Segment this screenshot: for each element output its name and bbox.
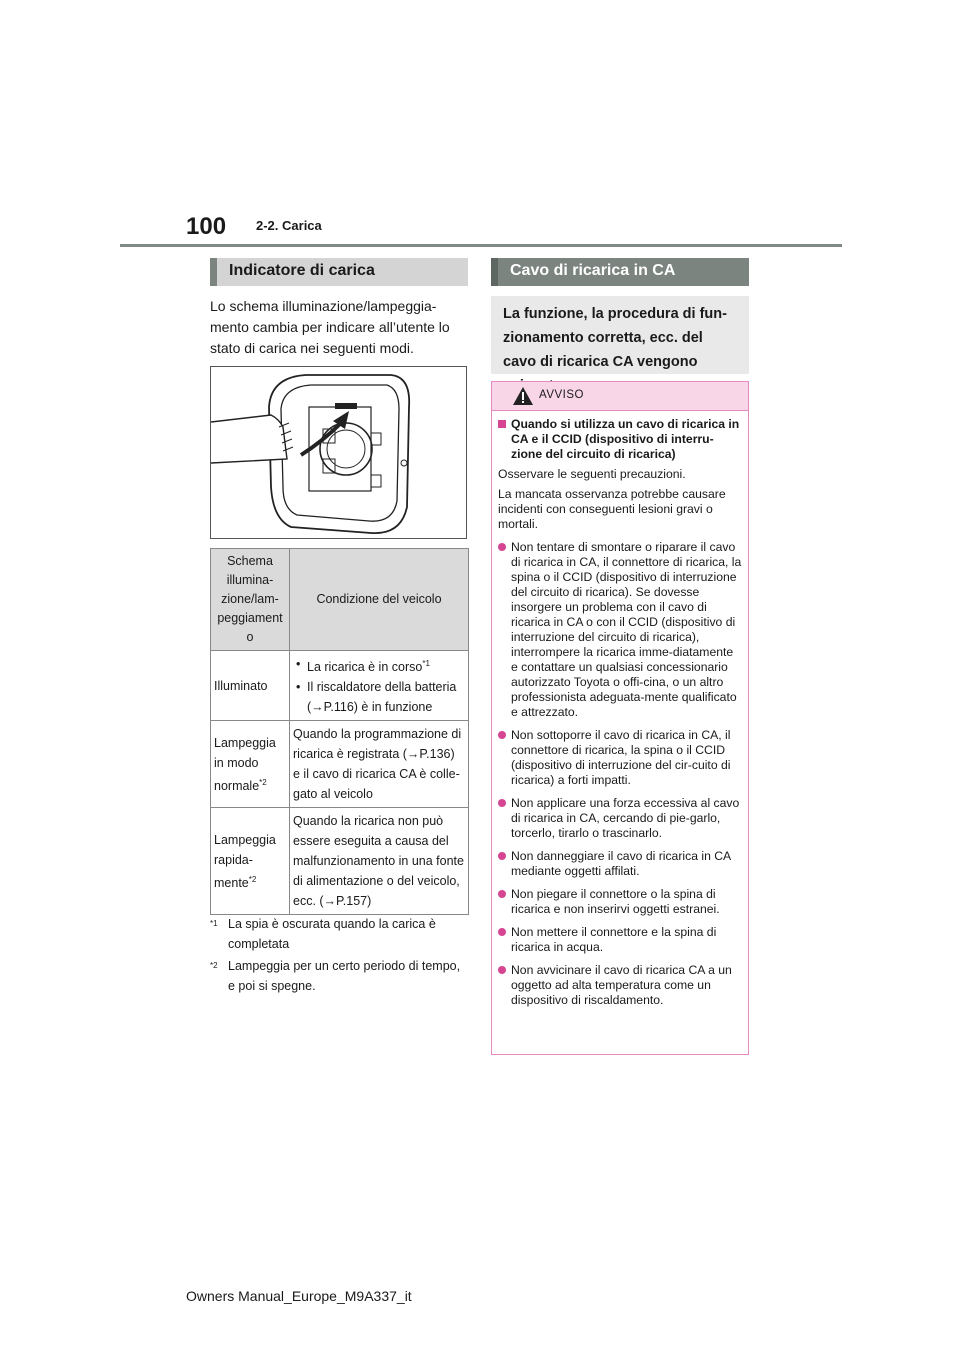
circle-bullet-icon	[498, 966, 506, 974]
section-heading-text: Indicatore di carica	[229, 262, 375, 279]
warning-box	[491, 381, 749, 1055]
circle-bullet-icon	[498, 890, 506, 898]
intro-paragraph: Lo schema illuminazione/lampeggia-mento cambia per indicare all’utente lo stato di carica nei seguenti modi.	[210, 298, 450, 356]
charging-port-drawing	[211, 367, 466, 538]
circle-bullet-icon	[498, 799, 506, 807]
footnote: *2 Lampeggia per un certo periodo di tempo, e poi si spegne.	[210, 959, 461, 993]
circle-bullet-icon	[498, 928, 506, 936]
square-bullet-icon	[498, 420, 506, 428]
circle-bullet-icon	[498, 543, 506, 551]
warning-paragraph: Osservare le seguenti precauzioni.	[498, 467, 686, 481]
warning-item: Non avvicinare il cavo di ricarica CA a un oggetto ad alta temperatura come un dispositivo di riscaldamento.	[498, 963, 742, 1008]
section-heading-text: Cavo di ricarica in CA	[510, 262, 676, 279]
footer-label: Owners Manual_Europe_M9A337_it	[186, 1288, 412, 1304]
circle-bullet-icon	[498, 852, 506, 860]
page-number: 100	[186, 213, 227, 240]
warning-title: AVVISO	[539, 389, 584, 401]
warning-paragraph: La mancata osservanza potrebbe causare incidenti con conseguenti lesioni gravi o mortali.	[498, 487, 726, 531]
table-row	[211, 808, 469, 915]
table-row	[211, 721, 469, 808]
section-label: 2-2. Carica	[256, 218, 322, 233]
section-heading-indicator	[210, 258, 468, 286]
condition-cell: Quando la programmazione di ricarica è registrata (→P.136) e il cavo di ricarica CA è colle-gato al veicolo	[290, 721, 469, 808]
summary-callout: La funzione, la procedura di fun-zionamento corretta, ecc. del cavo di ricarica CA vengono	[491, 296, 749, 374]
list-item: • La ricarica è in corso$^{*1}$	[307, 654, 465, 677]
list-item: • Il riscaldatore della batteria (→P.116) è in funzione	[307, 677, 465, 717]
condition-list	[293, 654, 465, 717]
column-header-pattern: Schema illumina-zione/lam-peggiament o	[211, 549, 290, 651]
table-header-row	[211, 549, 469, 651]
charging-port-illustration	[210, 366, 467, 539]
warning-subheading: Quando si utilizza un cavo di ricarica in CA e il CCID (dispositivo di interru-zione del circuito di ricarica)	[498, 417, 742, 462]
condition-cell	[290, 651, 469, 721]
mode-cell: Lampeggia in modo normale$^{*2}$	[211, 721, 290, 808]
section-heading-cable	[491, 258, 749, 286]
warning-item: Non piegare il connettore o la spina di ricarica e non inserirvi oggetti estranei.	[498, 887, 742, 917]
warning-item: Non sottoporre il cavo di ricarica in CA, il connettore di ricarica, la spina o il CCID (dispositivo di interruzione del cir-cuito di ricarica) a forti impatti.	[498, 728, 742, 788]
table-row	[211, 651, 469, 721]
mode-cell: Lampeggia rapida-mente$^{*2}$	[211, 808, 290, 915]
footnote: *1 La spia è oscurata quando la carica è completata	[210, 917, 436, 951]
warning-body	[492, 411, 748, 1008]
warning-item: Non tentare di smontare o riparare il cavo di ricarica in CA, il connettore di ricarica, la spina o il CCID (dispositivo di interruzione del circuito di ricarica). Se dovesse insorgere un problema con il cavo di ricarica in CA o con il CCID (dispositivo di interruzione del circuito di ricarica), interrompere la ricarica imme-diatamente e contattare un qualsiasi concessionario autorizzato Toyota o offi-cina, o un altro professionista adeguata-mente qualificato e attrezzato.	[498, 540, 742, 720]
status-table	[210, 548, 469, 915]
circle-bullet-icon	[498, 731, 506, 739]
warning-item: Non mettere il connettore e la spina di ricarica in acqua.	[498, 925, 742, 955]
warning-header	[492, 382, 748, 411]
warning-item: Non danneggiare il cavo di ricarica in CA mediante oggetti affilati.	[498, 849, 742, 879]
column-header-condition: Condizione del veicolo	[290, 549, 469, 651]
warning-triangle-icon	[512, 386, 534, 406]
mode-cell: Illuminato	[211, 651, 290, 721]
condition-cell: Quando la ricarica non può essere eseguita a causa del malfunzionamento in una fonte di alimentazione o del veicolo, ecc. (→P.157)	[290, 808, 469, 915]
header-rule	[120, 244, 842, 247]
warning-item: Non applicare una forza eccessiva al cavo di ricarica in CA, cercando di pie-garlo, torcerlo, tirarlo o trascinarlo.	[498, 796, 742, 841]
